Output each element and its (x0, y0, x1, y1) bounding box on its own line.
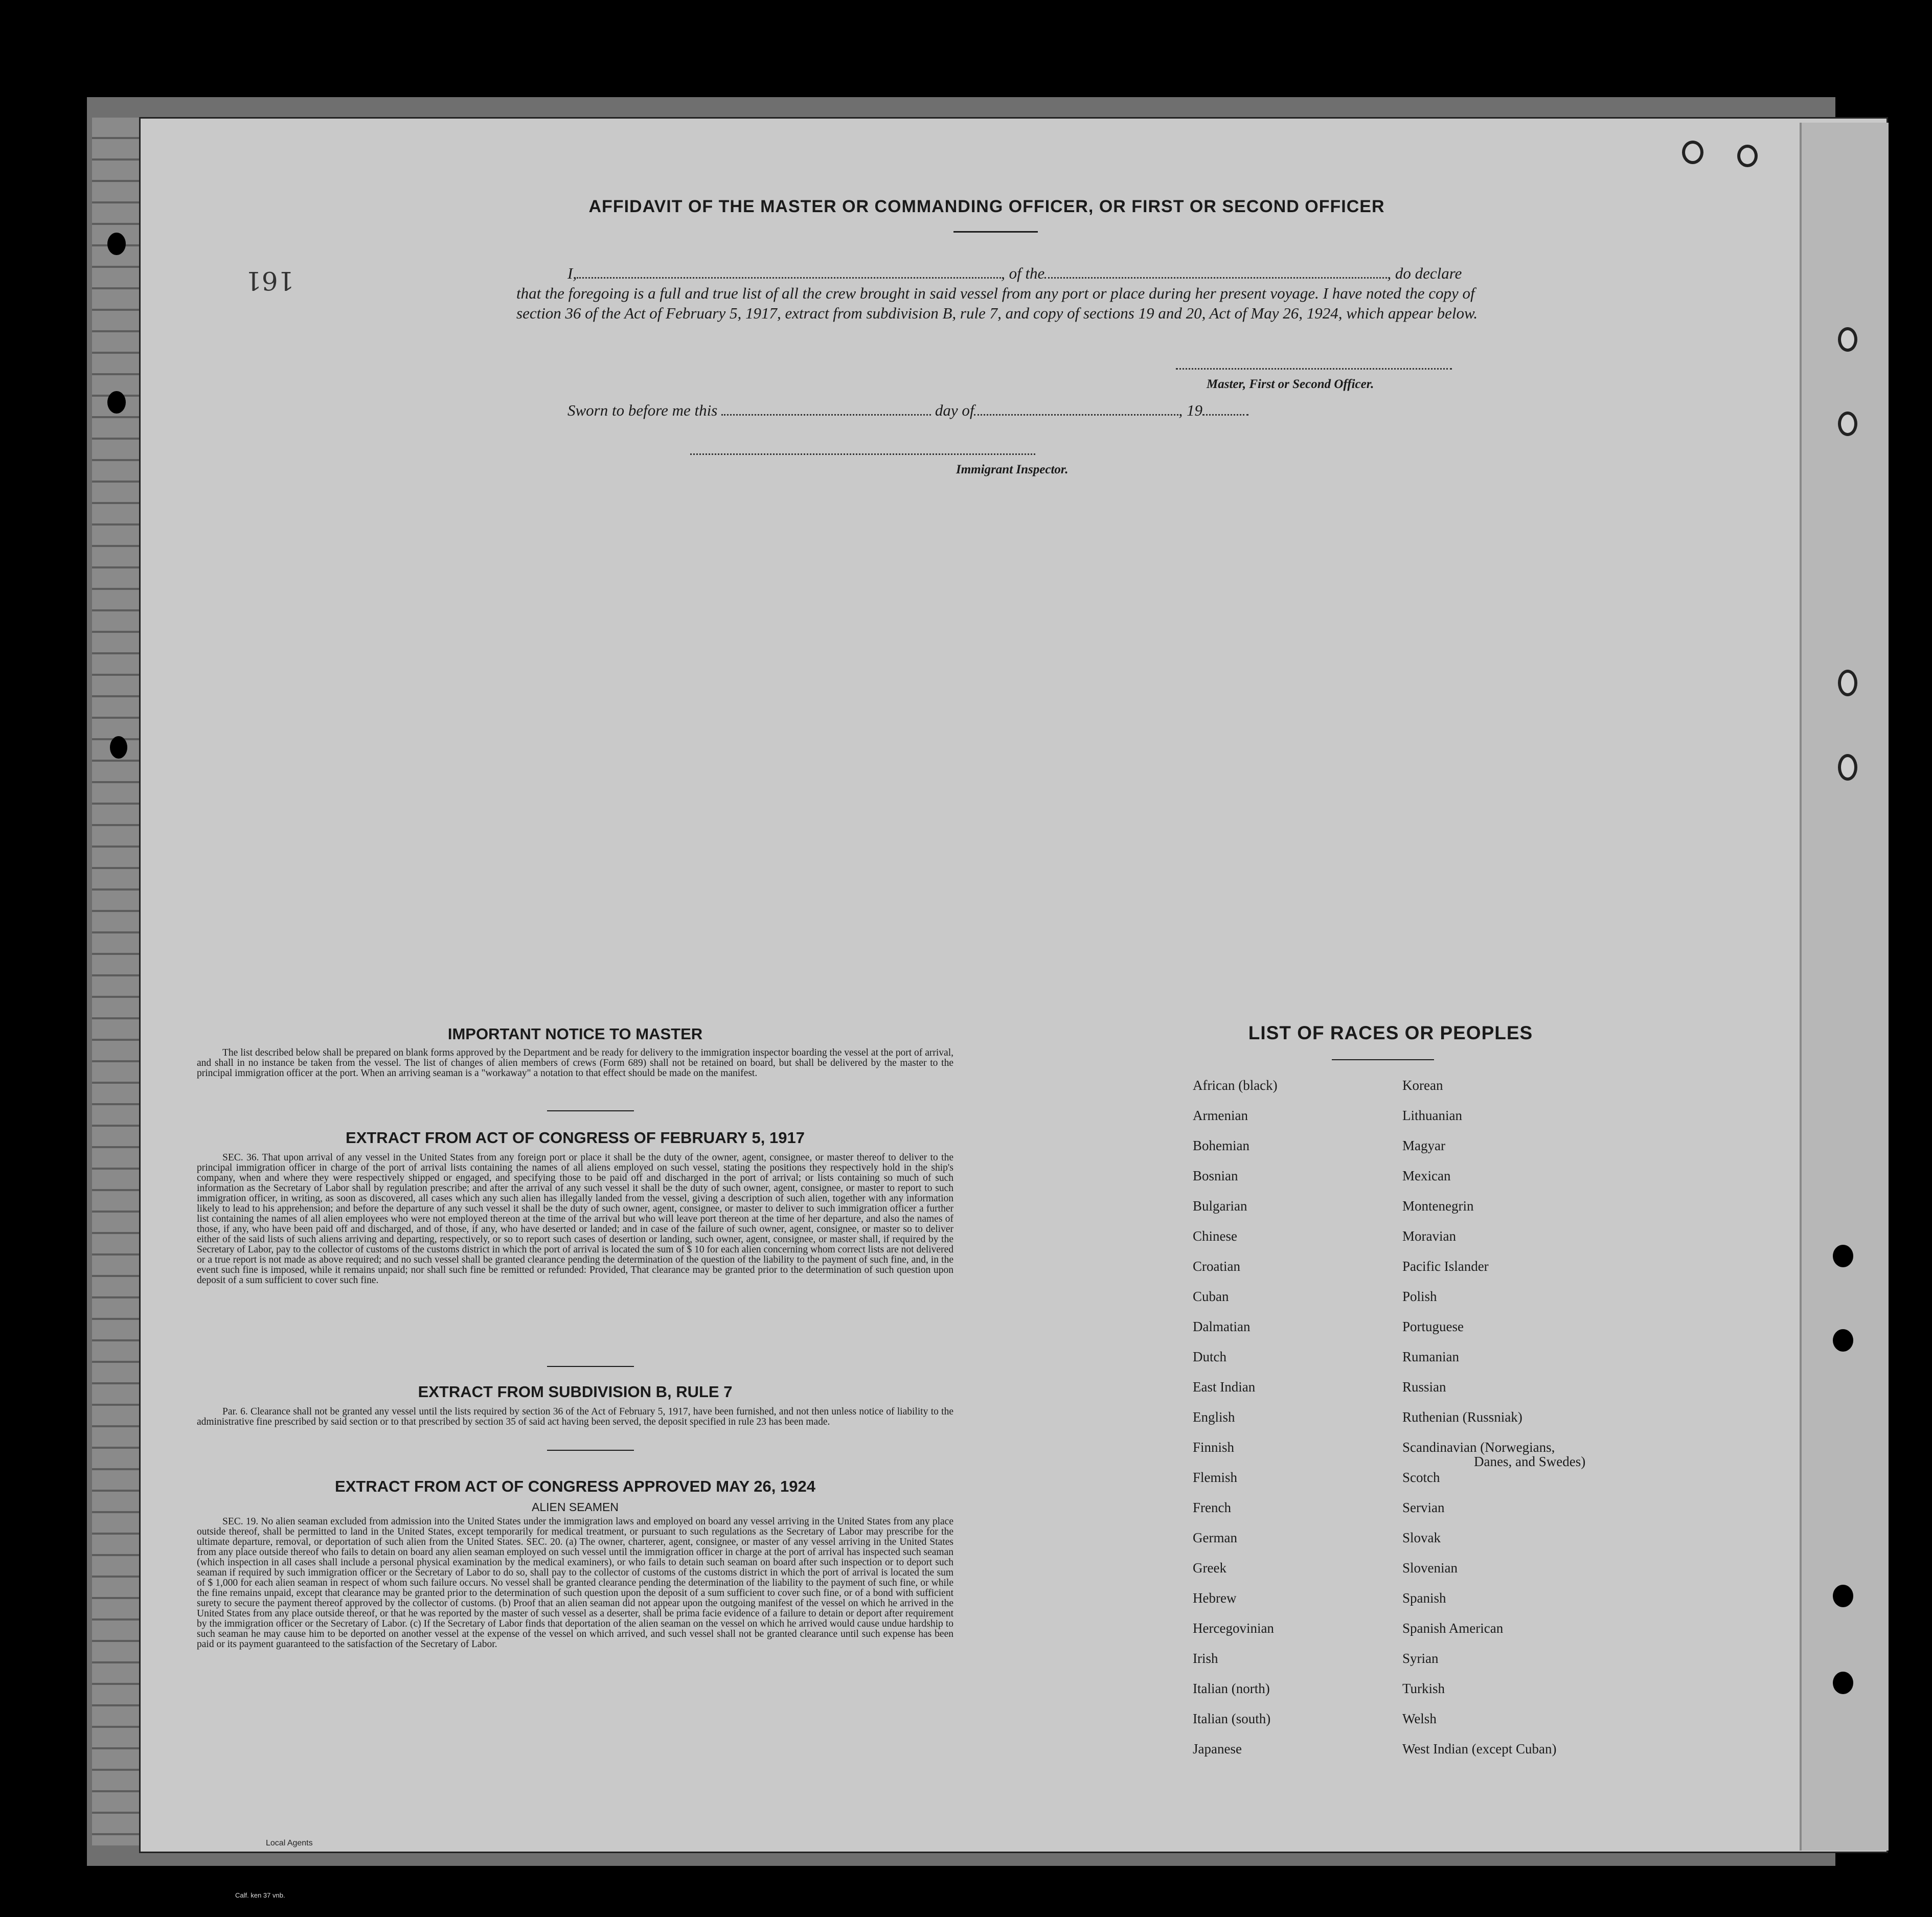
binder-hole (1838, 412, 1857, 436)
race-item: Polish (1402, 1289, 1437, 1304)
binder-hole (1833, 1672, 1853, 1694)
race-item: English (1193, 1409, 1235, 1425)
extract-1917-text: SEC. 36. That upon arrival of any vessel in the United States from any foreign port or place it shall be the duty of the owner, agent, consignee, or master thereof to deliver to the principal immigration officer in charge of the port of arrival lists containing the names of all aliens employed on such vessel, stating the positions they respectively hold in the ship's company, when and where they were respectively shipped or engaged, and specifying those to be paid off and discharged in the port of arrival; or lists containing so much of such information as the Secretary of Labor shall by regulation prescribe; and after the arrival of any such vessel it shall be the duty of such owner, agent, consignee, or master to report to such immigration officer, in writing, as soon as discovered, all cases which any such alien has illegally landed from the vessel, giving a description of such alien, together with any information likely to lead to his apprehension; and before the departure of any such vessel it shall be the duty of such owner, agent, consignee, or master to deliver to such immigration officer a further list containing the names of all alien employees who were not employed thereon at the time of the arrival but who will leave port thereon at the time of her departure, and also the names of those, if any, who have been paid off and discharged, and of those, if any, who have deserted or landed; and in case of the failure of such owner, agent, consignee, or master so to deliver either of the said lists of such aliens arriving and departing, respectively, or so to report such cases of desertion or landing, such owner, agent, consignee, or master shall, if required by the Secretary of Labor, pay to the collector of customs of the customs district in which the port of arrival is located the sum of $ 10 for each alien concerning whom correct lists are not delivered or a true report is not made as above required; and no such vessel shall be granted clearance pending the determination of the question of the liability to the payment of such fine, and, in the event such fine is imposed, while it remains unpaid; nor shall such fine be remitted or refunded: Provided, That clearance may be granted prior to the determination of such question upon deposit of a sum sufficient to cover such fine. (197, 1152, 953, 1286)
binder-hole (1838, 670, 1857, 696)
race-item: Bohemian (1193, 1138, 1249, 1153)
binder-hole (1833, 1585, 1853, 1607)
left-edge-hole (107, 391, 126, 414)
race-item: Cuban (1193, 1289, 1229, 1304)
day-blank (721, 403, 931, 416)
race-item: Hercegovinian (1193, 1621, 1274, 1636)
race-item: Servian (1402, 1500, 1445, 1515)
race-item: Mexican (1402, 1168, 1451, 1183)
affidavit-suffix: , do declare (1387, 264, 1462, 282)
race-item: Montenegrin (1402, 1198, 1474, 1214)
race-item-line: Scandinavian (Norwegians, (1402, 1440, 1555, 1455)
extract-rule7-text: Par. 6. Clearance shall not be granted any vessel until the lists required by section 36 of the Act of February 5, 1917, have been furnished, and not then unless notice of liability to the administrative fine prescribed by said section or to that prescribed by section 35 of said act having been served, the deposit specified in rule 23 has been made. (197, 1406, 953, 1427)
races-title: LIST OF RACES OR PEOPLES (1248, 1022, 1533, 1043)
local-agents-label: Local Agents (266, 1839, 313, 1847)
race-item: Slovak (1402, 1530, 1441, 1545)
race-item: Portuguese (1402, 1319, 1464, 1334)
race-item: Japanese (1193, 1741, 1242, 1756)
affidavit-title: AFFIDAVIT OF THE MASTER OR COMMANDING OFFICER, OR FIRST OR SECOND OFFICER (588, 197, 1385, 216)
affidavit-first-line (516, 263, 1493, 283)
inspector-signature-line (690, 453, 1035, 455)
affidavit-text (516, 263, 1493, 323)
divider (547, 1110, 634, 1111)
affidavit-body: that the foregoing is a full and true list of all the crew brought in said vessel from any port or place during her present voyage. I have noted the copy of section 36 of the Act of February 5, 1917, extract from subdivision B, rule 7, and copy of sections 19 and 20, Act of May 26, 1924, which appear below. (516, 284, 1478, 322)
race-item: Scotch (1402, 1470, 1440, 1485)
race-item: East Indian (1193, 1379, 1256, 1395)
extract-1924-subtitle: ALIEN SEAMEN (532, 1500, 619, 1514)
inspector-label: Immigrant Inspector. (956, 463, 1069, 476)
binder-hole (1682, 141, 1703, 164)
affidavit-prefix: I, (567, 264, 577, 282)
race-item: Spanish American (1402, 1621, 1504, 1636)
race-item: Moravian (1402, 1228, 1456, 1244)
sworn-prefix: Sworn to before me this (567, 401, 718, 419)
signature-line (1176, 368, 1452, 370)
binder-hole (1737, 145, 1758, 167)
race-item: Italian (north) (1193, 1681, 1270, 1696)
extract-1917-title: EXTRACT FROM ACT OF CONGRESS OF FEBRUARY 5, 1917 (346, 1129, 805, 1147)
race-item: Bosnian (1193, 1168, 1238, 1183)
race-item: West Indian (except Cuban) (1402, 1741, 1557, 1756)
sworn-day-of: day of (935, 401, 974, 419)
race-item: Italian (south) (1193, 1711, 1271, 1726)
binder-hole (1833, 1329, 1853, 1352)
races-column-1 (1193, 1078, 1387, 1771)
race-item: Magyar (1402, 1138, 1445, 1153)
race-item: Hebrew (1193, 1590, 1237, 1606)
race-item: Turkish (1402, 1681, 1445, 1696)
handwritten-number: 161 (245, 266, 294, 295)
race-item: Syrian (1402, 1651, 1439, 1666)
binder-hole (1833, 1245, 1853, 1267)
races-title-rule (1332, 1059, 1434, 1060)
race-item: Korean (1402, 1078, 1443, 1093)
races-column-2 (1402, 1078, 1648, 1771)
race-item: Rumanian (1402, 1349, 1459, 1364)
extract-rule7-title: EXTRACT FROM SUBDIVISION B, RULE 7 (418, 1383, 733, 1401)
title-rule (953, 231, 1038, 233)
race-item: Dutch (1193, 1349, 1226, 1364)
race-item: German (1193, 1530, 1237, 1545)
race-item: Bulgarian (1193, 1198, 1247, 1214)
race-item: Pacific Islander (1402, 1259, 1489, 1274)
race-item: Armenian (1193, 1108, 1248, 1123)
notice-text: The list described below shall be prepared on blank forms approved by the Department and be ready for delivery to the immigration inspector boarding the vessel at the port of arrival, and shall in no instance be taken from the vessel. The list of changes of alien members of crews (Form 689) shall not be retained on board, but shall be delivered by the master to the principal immigration officer at the port. When an arriving seaman is a "workaway" a notation to that effect should be made on the manifest. (197, 1047, 953, 1079)
signature-label: Master, First or Second Officer. (1207, 377, 1374, 391)
vessel-blank (1044, 266, 1387, 279)
affidavit-mid: , of the (1001, 264, 1045, 282)
sworn-year: , 19 (1178, 401, 1202, 419)
extract-1924-text: SEC. 19. No alien seaman excluded from admission into the United States under the immigration laws and employed on board any vessel arriving in the United States from any place outside thereof, shall be permitted to land in the United States, except temporarily for medical treatment, or pursuant to such regulations as the Secretary of Labor may prescribe for the ultimate departure, removal, or deportation of such alien from the United States. SEC. 20. (a) The owner, charterer, agent, consignee, or master of any vessel arriving in the United States from any place outside thereof who fails to detain on board any alien seaman employed on such vessel until the immigration officer in charge at the port of arrival has inspected such seaman (which inspection in all cases shall include a personal physical examination by the medical examiners), or who fails to detain such seaman on board after such inspection or to deport such seaman if required by such immigration officer or the Secretary of Labor to do so, shall pay to the collector of customs of the customs district in which the port of arrival is located the sum of $ 1,000 for each alien seaman in respect of whom such failure occurs. No vessel shall be granted clearance pending the determination of the liability to the payment of such fine, or while the fine remains unpaid, except that clearance may be granted prior to the determination of such question upon the deposit of a sum sufficient to cover such fine, or of a bond with sufficient surety to secure the payment thereof approved by the collector of customs. (b) Proof that an alien seaman did not appear upon the outgoing manifest of the vessel on which he arrived in the United States from any place outside thereof, or that he was reported by the master of such vessel as a deserter, shall be prima facie evidence of a failure to detain or deport after requirement by the immigration officer or the Secretary of Labor. (c) If the Secretary of Labor finds that deportation of the alien seaman on the vessel on which he arrived would cause undue hardship to such seaman he may cause him to be deported on another vessel at the expense of the vessel on which arrived, and such vessel shall not be granted clearance until such expense has been paid or its payment guaranteed to the satisfaction of the Secretary of Labor. (197, 1516, 953, 1650)
race-item: Flemish (1193, 1470, 1238, 1485)
race-item: African (black) (1193, 1078, 1278, 1093)
race-item-continuation: Danes, and Swedes) (1474, 1454, 1586, 1469)
left-edge-hole (110, 736, 127, 759)
notice-title: IMPORTANT NOTICE TO MASTER (447, 1025, 703, 1043)
race-item: Russian (1402, 1379, 1446, 1395)
form-code: Calf. ken 37 vnb. (235, 1891, 285, 1899)
race-item: Lithuanian (1402, 1108, 1462, 1123)
race-item: French (1193, 1500, 1231, 1515)
race-item: Croatian (1193, 1259, 1240, 1274)
divider (547, 1366, 634, 1367)
race-item: Greek (1193, 1560, 1226, 1576)
month-blank (974, 403, 1178, 416)
race-item: Irish (1193, 1651, 1218, 1666)
extract-1924-title: EXTRACT FROM ACT OF CONGRESS APPROVED MAY 26, 1924 (335, 1477, 815, 1495)
race-item (1402, 1440, 1648, 1470)
race-item: Slovenian (1402, 1560, 1458, 1576)
race-item: Finnish (1193, 1440, 1235, 1455)
race-item: Chinese (1193, 1228, 1237, 1244)
binder-hole (1838, 327, 1857, 352)
left-edge-hole (107, 233, 126, 255)
race-item: Welsh (1402, 1711, 1437, 1726)
year-blank (1202, 403, 1248, 416)
name-blank (577, 266, 1001, 279)
sworn-line (567, 401, 1248, 420)
race-item: Ruthenian (Russniak) (1402, 1409, 1522, 1425)
race-item: Spanish (1402, 1590, 1446, 1606)
binder-hole (1838, 754, 1857, 781)
race-item: Dalmatian (1193, 1319, 1251, 1334)
divider (547, 1450, 634, 1451)
